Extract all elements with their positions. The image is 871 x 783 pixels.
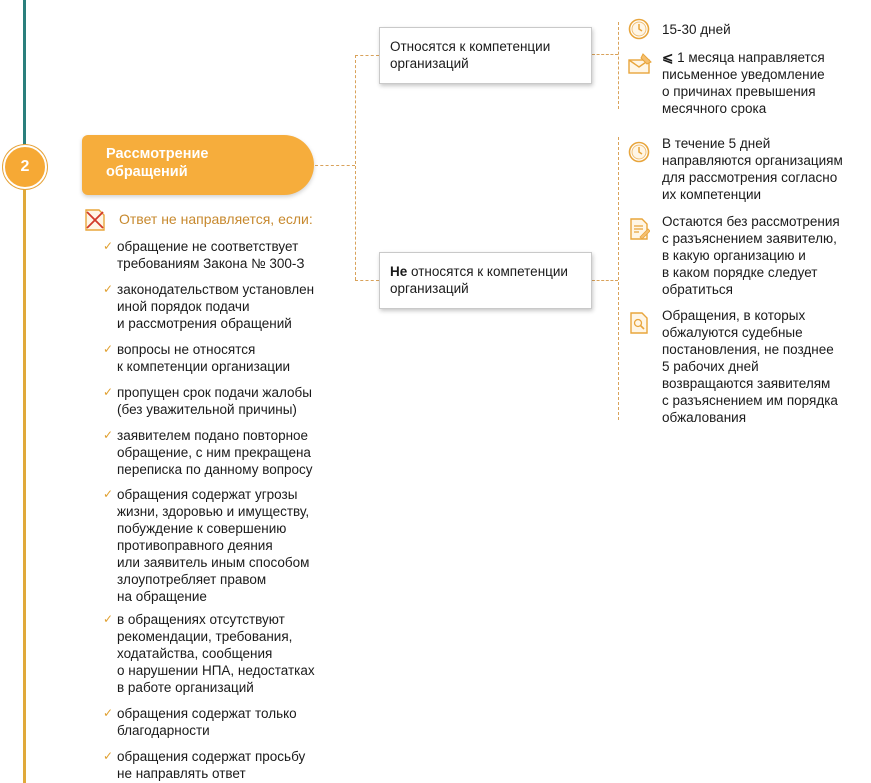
list-item-text: обращения содержат только благодарности bbox=[117, 706, 297, 738]
document-edit-icon bbox=[628, 217, 650, 241]
branch-not-label: относятся к компетенции организаций bbox=[390, 264, 568, 296]
connector-top-branch bbox=[355, 55, 379, 56]
note-15-30-days: 15-30 дней bbox=[662, 22, 731, 37]
check-icon: ✓ bbox=[103, 282, 114, 296]
connector-top-notes bbox=[592, 54, 618, 55]
note-without-review: Остаются без рассмотрения с разъяснением заявителю, в какую организацию и в каком порядке следует обратиться bbox=[662, 214, 840, 297]
notes-bracket-top bbox=[618, 22, 619, 109]
connector-bottom-branch bbox=[355, 280, 379, 281]
timeline-line-top bbox=[23, 0, 26, 150]
notes-bracket-bottom bbox=[618, 137, 619, 420]
list-item-text: обращения содержат просьбу не направлять ответ bbox=[117, 749, 306, 781]
list-item-text: заявителем подано повторное обращение, с ним прекращена переписка по данному вопросу bbox=[117, 428, 313, 477]
note-five-days: В течение 5 дней направляются организациям для рассмотрения согласно их компетенции bbox=[662, 136, 843, 202]
check-icon: ✓ bbox=[103, 487, 114, 501]
no-response-title: Ответ не направляется, если: bbox=[119, 211, 313, 227]
envelope-icon bbox=[627, 52, 653, 76]
branch-not-competence bbox=[379, 252, 592, 309]
judicial-document-icon bbox=[628, 311, 650, 335]
timeline-line-bottom bbox=[23, 170, 26, 783]
connector-vertical bbox=[355, 55, 356, 280]
connector-pill bbox=[315, 165, 355, 166]
check-icon: ✓ bbox=[103, 239, 114, 253]
list-item-text: в обращениях отсутствуют рекомендации, требования, ходатайства, сообщения о нарушении НПА, недостатках в работе организаций bbox=[117, 612, 315, 695]
check-icon: ✓ bbox=[103, 706, 114, 720]
check-icon: ✓ bbox=[103, 385, 114, 399]
connector-bottom-notes bbox=[592, 280, 618, 281]
list-item-text: обращения содержат угрозы жизни, здоровью и имуществу, побуждение к совершению противоправного деяния или заявитель иным способом злоупотребляет правом на обращение bbox=[117, 487, 310, 604]
clock-icon bbox=[628, 18, 650, 40]
branch-in-competence bbox=[379, 27, 592, 84]
branch-not-bold: Не bbox=[390, 264, 408, 279]
step-title-pill: Рассмотрение обращений bbox=[82, 135, 314, 195]
check-icon: ✓ bbox=[103, 428, 114, 442]
list-item-text: обращение не соответствует требованиям Закона № 300-З bbox=[117, 239, 305, 271]
check-icon: ✓ bbox=[103, 342, 114, 356]
list-item-text: пропущен срок подачи жалобы (без уважительной причины) bbox=[117, 385, 312, 417]
clock-icon bbox=[628, 141, 650, 163]
branch-in-competence-label: Относятся к компетенции организаций bbox=[390, 39, 551, 71]
step-number-badge: 2 bbox=[3, 145, 47, 189]
check-icon: ✓ bbox=[103, 612, 114, 626]
note-one-month: ⩽ 1 месяца направляется письменное уведомление о причинах превышения месячного срока bbox=[662, 50, 825, 116]
crossed-document-icon bbox=[83, 208, 107, 232]
list-item-text: вопросы не относятся к компетенции организации bbox=[117, 342, 291, 374]
list-item-text: законодательством установлен иной порядок подачи и рассмотрения обращений bbox=[117, 282, 315, 331]
check-icon: ✓ bbox=[103, 749, 114, 763]
note-court-rulings: Обращения, в которых обжалуются судебные постановления, не позднее 5 рабочих дней возвращаются заявителям с разъяснением им порядка обжалования bbox=[662, 308, 838, 425]
less-equal-symbol: ⩽ bbox=[662, 50, 674, 65]
